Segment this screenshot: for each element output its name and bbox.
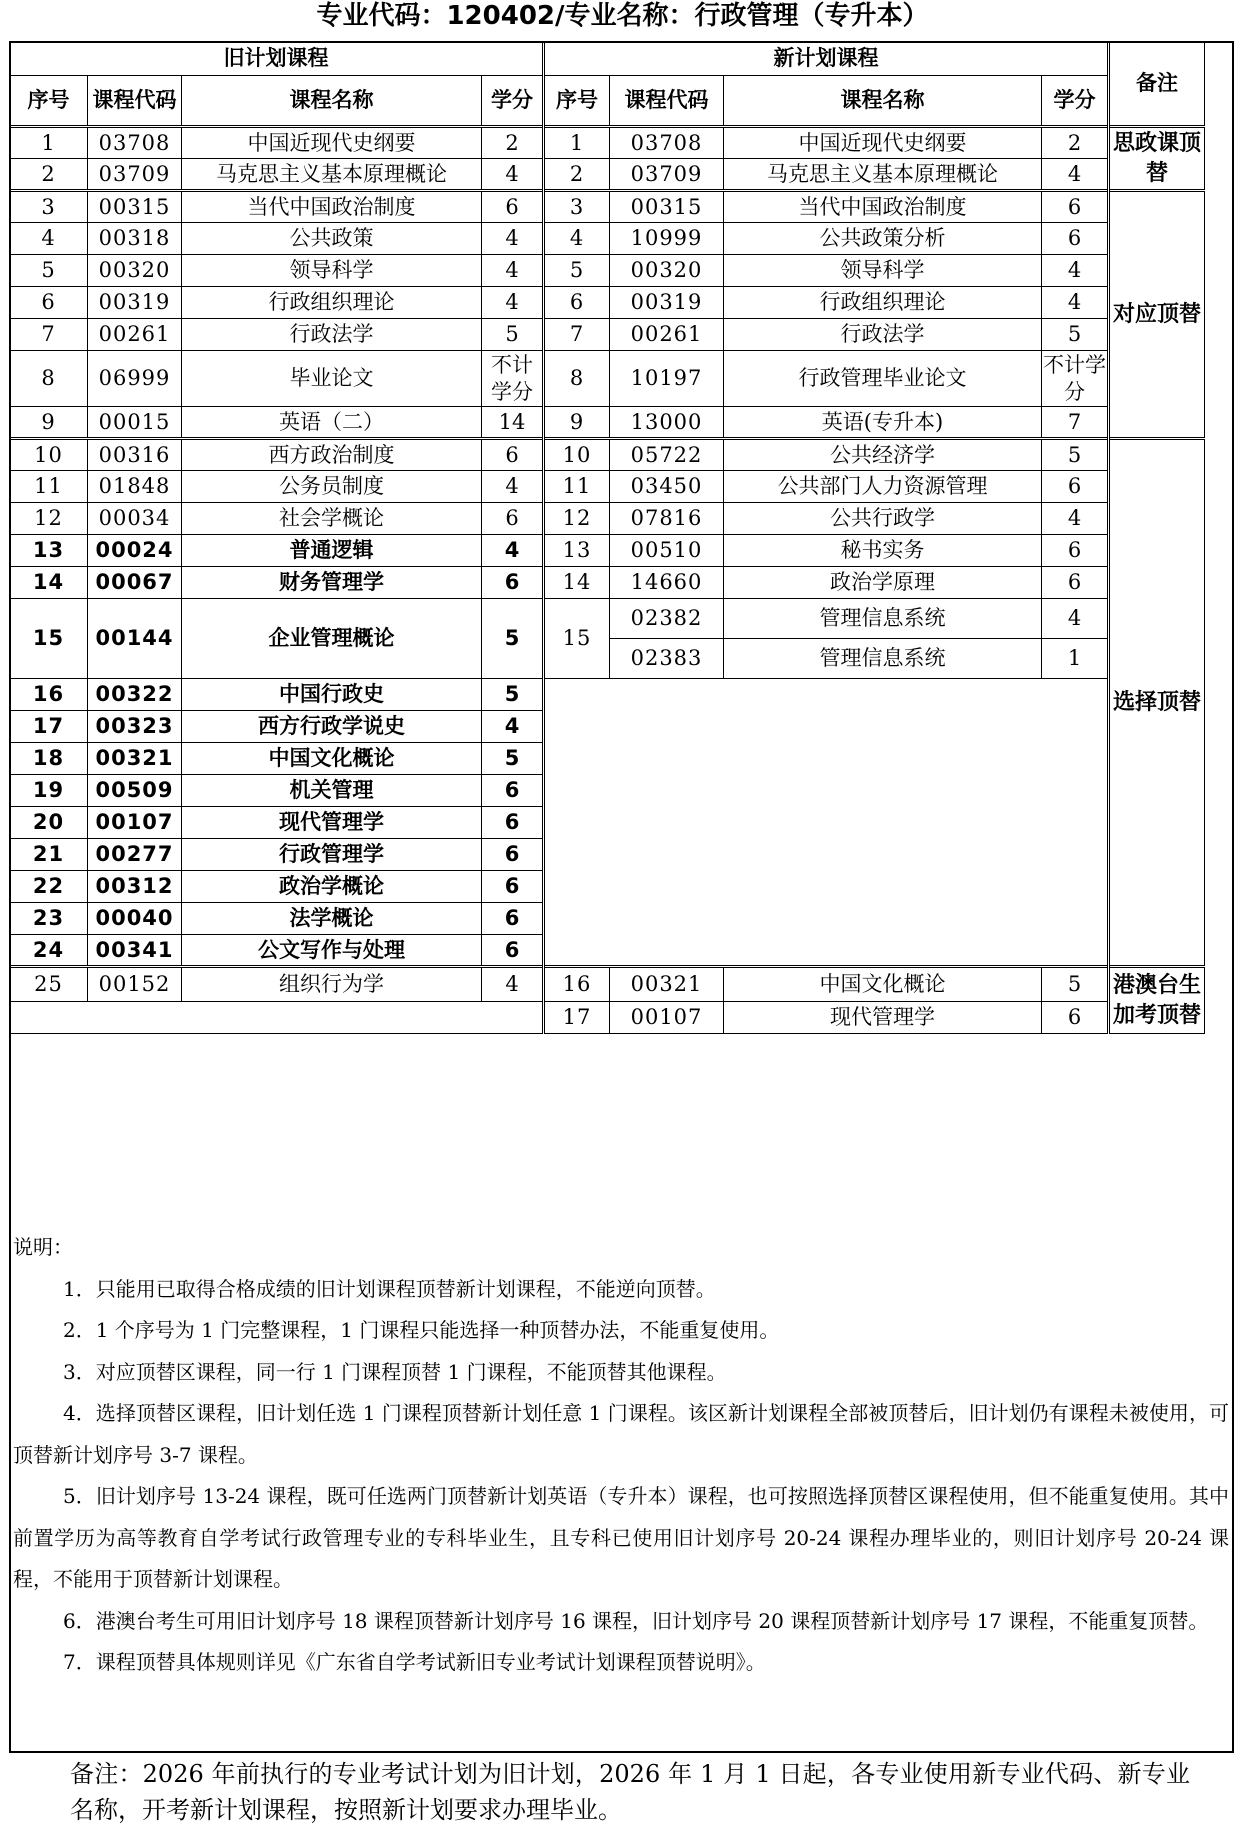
old-seq-header: 序号	[10, 76, 88, 127]
new-code-cell: 00315	[610, 191, 724, 223]
old-credit-cell: 不计学分	[482, 351, 544, 407]
old-name-cell: 公文写作与处理	[182, 935, 482, 967]
old-credit-cell: 4	[482, 255, 544, 287]
new-name-cell: 马克思主义基本原理概论	[724, 159, 1042, 191]
old-name-cell: 行政组织理论	[182, 287, 482, 319]
new-seq-cell: 11	[544, 471, 610, 503]
old-credit-cell: 6	[482, 871, 544, 903]
old-name-cell: 毕业论文	[182, 351, 482, 407]
new-plan-header: 新计划课程	[544, 42, 1109, 76]
old-code-cell: 03708	[88, 127, 182, 159]
new-seq-cell: 7	[544, 319, 610, 351]
new-code-cell: 14660	[610, 567, 724, 599]
old-code-cell: 00277	[88, 839, 182, 871]
old-credit-cell: 4	[482, 967, 544, 1002]
remark-optional: 选择顶替	[1109, 439, 1205, 967]
new-credit-cell: 5	[1042, 967, 1109, 1002]
new-name-cell: 中国文化概论	[724, 967, 1042, 1002]
old-seq-cell: 1	[10, 127, 88, 159]
old-code-cell: 00319	[88, 287, 182, 319]
old-credit-cell: 4	[482, 223, 544, 255]
old-credit-cell: 14	[482, 407, 544, 439]
old-code-cell: 00067	[88, 567, 182, 599]
new-seq-cell: 8	[544, 351, 610, 407]
page-title: 专业代码：120402/专业名称：行政管理（专升本）	[316, 1, 929, 31]
old-credit-cell: 2	[482, 127, 544, 159]
old-credit-cell: 5	[482, 599, 544, 679]
old-seq-cell: 13	[10, 535, 88, 567]
old-seq-cell: 19	[10, 775, 88, 807]
new-name-cell: 行政法学	[724, 319, 1042, 351]
old-name-cell: 领导科学	[182, 255, 482, 287]
new-code-cell: 03708	[610, 127, 724, 159]
old-name-cell: 行政管理学	[182, 839, 482, 871]
new-name-cell: 现代管理学	[724, 1002, 1042, 1034]
old-code-cell: 00315	[88, 191, 182, 223]
old-name-cell: 当代中国政治制度	[182, 191, 482, 223]
old-credit-cell: 5	[482, 679, 544, 711]
old-seq-cell: 18	[10, 743, 88, 775]
note-item: 3．对应顶替区课程，同一行 1 门课程顶替 1 门课程，不能顶替其他课程。	[63, 1359, 727, 1384]
old-seq-cell: 9	[10, 407, 88, 439]
old-code-cell: 00024	[88, 535, 182, 567]
old-code-cell: 00320	[88, 255, 182, 287]
old-seq-cell: 12	[10, 503, 88, 535]
old-name-cell: 西方政治制度	[182, 439, 482, 471]
new-credit-cell: 6	[1042, 471, 1109, 503]
old-seq-cell: 5	[10, 255, 88, 287]
old-name-cell: 机关管理	[182, 775, 482, 807]
old-name-cell: 公共政策	[182, 223, 482, 255]
new-credit-header: 学分	[1042, 76, 1109, 127]
new-name-cell: 中国近现代史纲要	[724, 127, 1042, 159]
old-name-cell: 现代管理学	[182, 807, 482, 839]
old-seq-cell: 15	[10, 599, 88, 679]
new-seq-cell: 16	[544, 967, 610, 1002]
old-credit-cell: 6	[482, 935, 544, 967]
remark-ideological: 思政课顶替	[1109, 127, 1205, 191]
old-code-cell: 00312	[88, 871, 182, 903]
new-code-cell: 00320	[610, 255, 724, 287]
old-seq-cell: 2	[10, 159, 88, 191]
new-credit-cell: 4	[1042, 599, 1109, 639]
old-credit-cell: 4	[482, 535, 544, 567]
new-seq-cell: 13	[544, 535, 610, 567]
old-seq-cell: 6	[10, 287, 88, 319]
old-seq-cell: 8	[10, 351, 88, 407]
note-item: 7．课程顶替具体规则详见《广东省自学考试新旧专业考试计划课程顶替说明》。	[63, 1650, 766, 1674]
note-item: 1．只能用已取得合格成绩的旧计划课程顶替新计划课程，不能逆向顶替。	[63, 1276, 716, 1301]
old-code-cell: 00144	[88, 599, 182, 679]
new-code-cell: 07816	[610, 503, 724, 535]
new-name-cell: 行政组织理论	[724, 287, 1042, 319]
old-seq-cell: 4	[10, 223, 88, 255]
old-seq-cell: 23	[10, 903, 88, 935]
old-name-cell: 组织行为学	[182, 967, 482, 1002]
old-code-cell: 00040	[88, 903, 182, 935]
footer-remark: 备注：2026 年前执行的专业考试计划为旧计划，2026 年 1 月 1 日起，各专业使用新专业代码、新专业名称，开考新计划课程，按照新计划要求办理毕业。	[70, 1760, 1190, 1824]
new-credit-cell: 6	[1042, 535, 1109, 567]
old-code-cell: 01848	[88, 471, 182, 503]
new-credit-cell: 1	[1042, 639, 1109, 679]
new-seq-cell: 14	[544, 567, 610, 599]
new-name-cell: 领导科学	[724, 255, 1042, 287]
new-seq-cell: 17	[544, 1002, 610, 1034]
old-plan-header: 旧计划课程	[10, 42, 544, 76]
remark-hk-macau-taiwan: 港澳台生加考顶替	[1109, 967, 1205, 1034]
old-name-cell: 英语（二）	[182, 407, 482, 439]
new-name-cell: 管理信息系统	[724, 599, 1042, 639]
new-code-cell: 00107	[610, 1002, 724, 1034]
old-credit-cell: 6	[482, 839, 544, 871]
old-code-cell: 00323	[88, 711, 182, 743]
old-seq-cell: 20	[10, 807, 88, 839]
old-credit-cell: 5	[482, 319, 544, 351]
note-item: 4．选择顶替区课程，旧计划任选 1 门课程顶替新计划任意 1 门课程。该区新计划课程全部被顶替后，旧计划仍有课程未被使用，可顶替新计划序号 3-7 课程。	[13, 1401, 1229, 1467]
old-code-cell: 00318	[88, 223, 182, 255]
new-seq-cell: 6	[544, 287, 610, 319]
old-code-cell: 00509	[88, 775, 182, 807]
old-code-cell: 00316	[88, 439, 182, 471]
old-name-cell: 法学概论	[182, 903, 482, 935]
old-seq-cell: 16	[10, 679, 88, 711]
old-code-cell: 00015	[88, 407, 182, 439]
new-credit-cell: 不计学分	[1042, 351, 1109, 407]
notes-section	[13, 1227, 1229, 1684]
new-credit-cell: 4	[1042, 159, 1109, 191]
old-code-cell: 00152	[88, 967, 182, 1002]
new-seq-cell: 2	[544, 159, 610, 191]
old-code-cell: 00341	[88, 935, 182, 967]
old-credit-cell: 6	[482, 503, 544, 535]
new-credit-cell: 5	[1042, 439, 1109, 471]
new-seq-cell: 9	[544, 407, 610, 439]
new-name-cell: 管理信息系统	[724, 639, 1042, 679]
old-credit-cell: 4	[482, 159, 544, 191]
old-name-cell: 西方行政学说史	[182, 711, 482, 743]
old-credit-header: 学分	[482, 76, 544, 127]
old-name-cell: 财务管理学	[182, 567, 482, 599]
new-credit-cell: 5	[1042, 319, 1109, 351]
old-seq-cell: 21	[10, 839, 88, 871]
new-credit-cell: 7	[1042, 407, 1109, 439]
old-name-cell: 中国近现代史纲要	[182, 127, 482, 159]
new-name-cell: 行政管理毕业论文	[724, 351, 1042, 407]
old-name-header: 课程名称	[182, 76, 482, 127]
old-credit-cell: 4	[482, 711, 544, 743]
old-credit-cell: 6	[482, 807, 544, 839]
note-item: 2．1 个序号为 1 门完整课程，1 门课程只能选择一种顶替办法，不能重复使用。	[63, 1318, 780, 1342]
new-code-header: 课程代码	[610, 76, 724, 127]
new-name-cell: 秘书实务	[724, 535, 1042, 567]
new-credit-cell: 6	[1042, 191, 1109, 223]
new-code-cell: 03450	[610, 471, 724, 503]
remarks-header: 备注	[1109, 42, 1205, 127]
new-code-cell: 00319	[610, 287, 724, 319]
new-code-cell: 00510	[610, 535, 724, 567]
new-code-cell: 00261	[610, 319, 724, 351]
remark-corresponding: 对应顶替	[1109, 191, 1205, 439]
new-code-cell: 03709	[610, 159, 724, 191]
old-credit-cell: 6	[482, 439, 544, 471]
old-code-cell: 00321	[88, 743, 182, 775]
new-credit-cell: 4	[1042, 255, 1109, 287]
new-code-cell: 10999	[610, 223, 724, 255]
old-name-cell: 马克思主义基本原理概论	[182, 159, 482, 191]
new-credit-cell: 6	[1042, 567, 1109, 599]
new-credit-cell: 6	[1042, 1002, 1109, 1034]
old-seq-cell: 7	[10, 319, 88, 351]
new-name-cell: 公共政策分析	[724, 223, 1042, 255]
new-seq-cell: 1	[544, 127, 610, 159]
old-code-cell: 03709	[88, 159, 182, 191]
old-seq-cell: 24	[10, 935, 88, 967]
old-credit-cell: 5	[482, 743, 544, 775]
old-seq-cell: 3	[10, 191, 88, 223]
old-credit-cell: 6	[482, 567, 544, 599]
old-name-cell: 中国行政史	[182, 679, 482, 711]
new-credit-cell: 6	[1042, 223, 1109, 255]
old-seq-cell: 11	[10, 471, 88, 503]
old-name-cell: 普通逻辑	[182, 535, 482, 567]
old-name-cell: 政治学概论	[182, 871, 482, 903]
old-name-cell: 公务员制度	[182, 471, 482, 503]
old-seq-cell: 22	[10, 871, 88, 903]
new-name-cell: 当代中国政治制度	[724, 191, 1042, 223]
new-name-cell: 政治学原理	[724, 567, 1042, 599]
old-credit-cell: 6	[482, 903, 544, 935]
new-name-cell: 英语(专升本)	[724, 407, 1042, 439]
new-credit-cell: 4	[1042, 287, 1109, 319]
old-code-cell: 00034	[88, 503, 182, 535]
new-seq-cell: 15	[544, 599, 610, 679]
new-credit-cell: 2	[1042, 127, 1109, 159]
new-code-cell: 13000	[610, 407, 724, 439]
old-seq-cell: 25	[10, 967, 88, 1002]
new-seq-cell: 5	[544, 255, 610, 287]
new-name-cell: 公共部门人力资源管理	[724, 471, 1042, 503]
old-name-cell: 行政法学	[182, 319, 482, 351]
old-credit-cell: 4	[482, 287, 544, 319]
old-name-cell: 企业管理概论	[182, 599, 482, 679]
old-code-cell: 00261	[88, 319, 182, 351]
notes-heading: 说明：	[13, 1235, 73, 1259]
note-item: 5．旧计划序号 13-24 课程，既可任选两门顶替新计划英语（专升本）课程，也可按照选择顶替区课程使用，但不能重复使用。其中前置学历为高等教育自学考试行政管理专业的专科毕业生，且专科已使用旧计划序号 20-24 课程办理毕业的，则旧计划序号 20-24 课程，不能用于顶替新计划课程。	[13, 1484, 1229, 1591]
old-credit-cell: 4	[482, 471, 544, 503]
new-seq-cell: 12	[544, 503, 610, 535]
new-name-cell: 公共经济学	[724, 439, 1042, 471]
new-code-cell: 00321	[610, 967, 724, 1002]
old-credit-cell: 6	[482, 191, 544, 223]
old-code-cell: 06999	[88, 351, 182, 407]
old-seq-cell: 14	[10, 567, 88, 599]
old-seq-cell: 17	[10, 711, 88, 743]
old-code-cell: 00322	[88, 679, 182, 711]
new-code-cell: 10197	[610, 351, 724, 407]
new-code-cell: 02383	[610, 639, 724, 679]
new-code-cell: 02382	[610, 599, 724, 639]
new-seq-cell: 10	[544, 439, 610, 471]
old-name-cell: 社会学概论	[182, 503, 482, 535]
old-code-cell: 00107	[88, 807, 182, 839]
new-code-cell: 05722	[610, 439, 724, 471]
new-credit-cell: 4	[1042, 503, 1109, 535]
new-seq-cell: 3	[544, 191, 610, 223]
new-seq-header: 序号	[544, 76, 610, 127]
old-code-header: 课程代码	[88, 76, 182, 127]
new-name-header: 课程名称	[724, 76, 1042, 127]
new-name-cell: 公共行政学	[724, 503, 1042, 535]
old-seq-cell: 10	[10, 439, 88, 471]
note-item: 6．港澳台考生可用旧计划序号 18 课程顶替新计划序号 16 课程，旧计划序号 20 课程顶替新计划序号 17 课程，不能重复顶替。	[63, 1608, 1209, 1633]
old-credit-cell: 6	[482, 775, 544, 807]
new-seq-cell: 4	[544, 223, 610, 255]
old-name-cell: 中国文化概论	[182, 743, 482, 775]
